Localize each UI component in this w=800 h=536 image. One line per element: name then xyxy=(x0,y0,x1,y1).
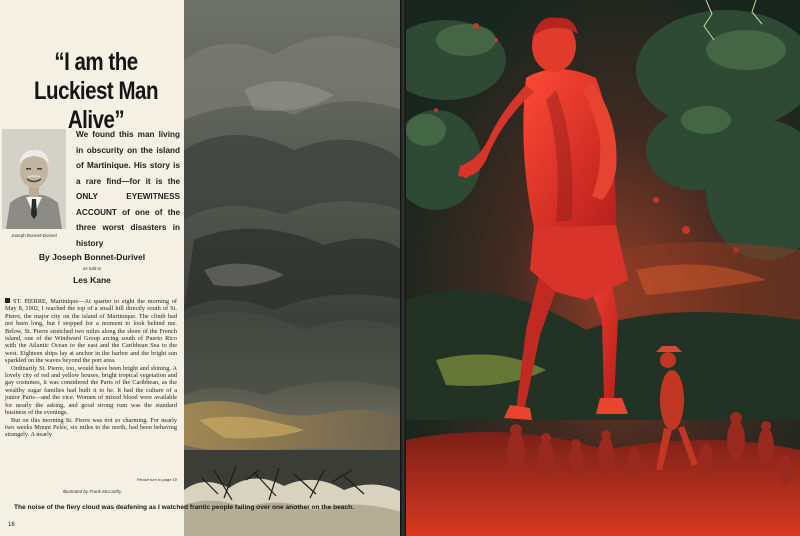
byline: By Joseph Bonnet-Durivel xyxy=(38,252,146,262)
body-paragraph-1 xyxy=(5,298,177,365)
as-told-to-label: as told to xyxy=(82,266,102,271)
coauthor-name: Les Kane xyxy=(73,275,111,285)
volcano-painting xyxy=(406,0,800,536)
headline-line-2: Luckiest Man Alive” xyxy=(34,77,158,134)
illustration-caption: The noise of the fiery cloud was deafening as I watched frantic people falling over one another on the beach. xyxy=(14,504,355,511)
illustrator-credit: Illustrated by Frank McCarthy xyxy=(62,489,122,494)
body-paragraph-2: Ordinarily St. Pierre, too, would have been bright and shining. A lovely city of red and yellow houses, bright tropical vegetation and gay costumes, it was considered the Paris of the Caribbean, as the wealthy sugar families had built it to be. It had the culture of a junior Paris—and the vice. Women of mixed blood were available for nearly the asking, and good strong rum was the standard business of the evenings. xyxy=(5,364,177,417)
article-text-column xyxy=(0,0,184,536)
dateline: ST. PIERRE, Martinique xyxy=(13,298,79,305)
article-headline xyxy=(25,48,166,135)
portrait-caption: Joseph Bonnet-Durivel xyxy=(11,233,57,238)
body-paragraph-1-text: —At quarter to eight the morning of May 8, 1902, I reached the top of a small hill directly south of St. Pierre, the major city on the island of Martinique. The climb had not been long, but I stopped for a moment to look behind me. Below, St. Pierre stretched two miles along the shore of the French island, one of the Windward Group arcing south of Puerto Rico with the Atlantic Ocean to the east and the Caribbean Sea to the west. Eighteen ships lay at anchor in the harbor and the bright sun sparkled on the waves beyond the port area. xyxy=(5,298,177,365)
storm-painting xyxy=(184,0,402,536)
continued-note: Please turn to page 18 xyxy=(136,477,177,482)
page-number: 16 xyxy=(8,522,15,528)
author-portrait-photo xyxy=(2,129,66,229)
headline-line-1: “I am the xyxy=(54,48,138,76)
page-gutter xyxy=(400,0,406,536)
article-body xyxy=(5,298,177,439)
body-paragraph-3: But on this morning St. Pierre was not so charming. For nearly two weeks Mount Pelée, six miles to the north, had been behaving strangely. A nearly xyxy=(5,416,177,439)
article-intro: We found this man living in obscurity on the island of Martinique. His story is a rare find—for it is the ONLY EYEWITNESS ACCOUNT of one of the three worst disasters in history xyxy=(76,130,180,248)
bullet-icon xyxy=(5,298,10,303)
